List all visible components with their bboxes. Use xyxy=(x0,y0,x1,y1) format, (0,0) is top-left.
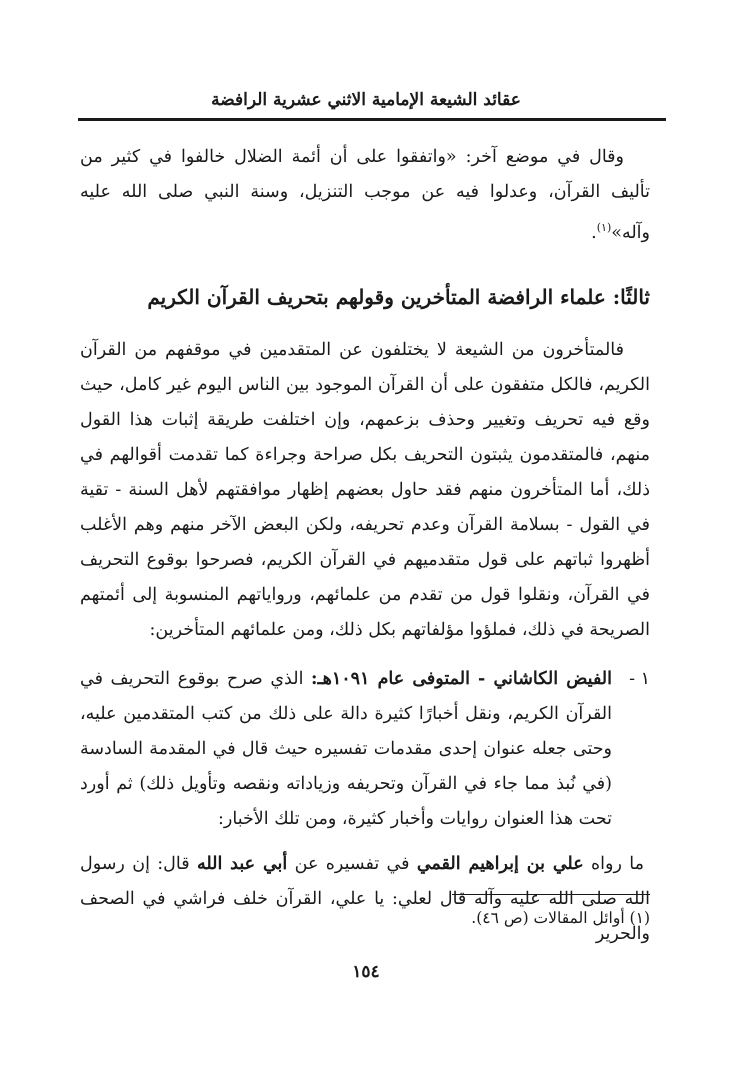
page-content xyxy=(80,140,650,952)
header-rule xyxy=(78,118,666,121)
footnote: (١) أوائل المقالات (ص ٤٦). xyxy=(471,909,650,927)
list-item-text: الذي صرح بوقوع التحريف في القرآن الكريم، ونقل أخبارًا كثيرة دالة على ذلك من كتب المتقدمين عليه، وحتى جعله عنوان إحدى مقدمات تفسيره حيث قال في المقدمة السادسة (في نُبذ مما جاء في القرآن وتحريفه وزياداته ونقصه وتأويل ذلك) ثم أورد تحت هذا العنوان روايات وأخبار كثيرة، ومن تلك الأخبار: xyxy=(80,668,613,829)
list-item-body xyxy=(80,662,612,837)
narration-text-2: في تفسيره عن xyxy=(287,853,417,874)
page-number: ١٥٤ xyxy=(352,962,380,982)
list-item-number: ١ - xyxy=(629,668,650,689)
narration-text-1: ما رواه xyxy=(583,853,644,874)
narration-text-3: قال: إن رسول الله صلى الله عليه وآله قال لعلي: يا علي، القرآن خلف فراشي في الصحف والحرير xyxy=(80,853,650,944)
narrator-name: علي بن إبراهيم القمي xyxy=(416,853,584,874)
scholar-name: الفيض الكاشاني - المتوفى عام ١٠٩١هـ: xyxy=(311,668,612,689)
quote-end: . xyxy=(591,222,597,243)
section-heading: ثالثًا: علماء الرافضة المتأخرين وقولهم بتحريف القرآن الكريم xyxy=(147,284,650,309)
quote-text: وقال في موضع آخر: «واتفقوا على أن أئمة الضلال خالفوا في كثير من تأليف القرآن، وعدلوا فيه عن موجب التنزيل، وسنة النبي صلى الله عليه وآله» xyxy=(80,147,650,243)
running-header: عقائد الشيعة الإمامية الاثني عشرية الرافضة xyxy=(211,90,521,110)
footnote-marker[interactable]: (١) xyxy=(596,221,612,234)
list-item-1 xyxy=(80,662,650,837)
paragraph-quote xyxy=(80,140,650,251)
paragraph-narration xyxy=(80,847,650,952)
imam-name: أبي عبد الله xyxy=(196,853,288,874)
footnote-rule xyxy=(452,894,650,895)
paragraph-intro: فالمتأخرون من الشيعة لا يختلفون عن المتقدمين في موقفهم من القرآن الكريم، فالكل متفقون على أن القرآن الموجود بين الناس اليوم غير كامل، حيث وقع فيه تحريف وتغيير وحذف بزعمهم، وإن اختلفت طريقة إثبات هذا القول منهم، فالمتقدمون يثبتون التحريف بكل صراحة وجراءة كما تقدمت أقوالهم في ذلك، أما المتأخرون منهم فقد حاول بعضهم إظهار موافقتهم لأهل السنة - تقية في القول - بسلامة القرآن وعدم تحريفه، ولكن البعض الآخر منهم وهم الأغلب أظهروا ثباتهم على قول متقدميهم في القرآن الكريم، فصرحوا بوقوع التحريف في القرآن، ونقلوا قول من تقدم من علمائهم، ورواياتهم المنسوبة إلى أئمتهم الصريحة في ذلك، فملؤوا مؤلفاتهم بكل ذلك، ومن علمائهم المتأخرين: xyxy=(80,339,650,640)
